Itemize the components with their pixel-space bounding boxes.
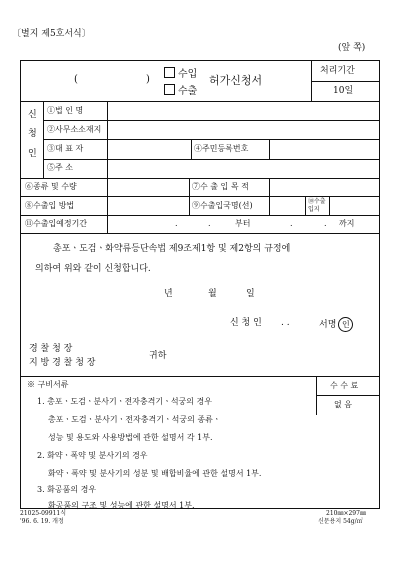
fee-value: 없 음 [334,400,352,409]
period-dot-4: . [324,219,327,228]
field-resident-number: ④주민등록번호 [194,144,249,153]
documents-item-2: 2. 화약ㆍ폭약 및 분사기의 경우 [37,451,148,460]
import-checkbox[interactable] [164,67,175,78]
period-until: 까지 [339,219,355,228]
option-export[interactable] [164,84,197,97]
seal-stamp-icon: 인 [338,317,353,332]
form-title: 허가신청서 [209,74,263,87]
footer-code: 21025-09911식 [20,510,66,517]
documents-item-3-detail: 화공품의 구조 및 성능에 관한 설명서 1부. [48,501,195,510]
date-year-unit: 년 [164,289,173,299]
export-checkbox[interactable] [164,84,175,95]
date-month-unit: 월 [208,289,217,299]
application-form [20,60,380,509]
applicant-signature-label: 신 청 인 [230,318,262,328]
field-period: ⑪수출입예정기간 [25,219,88,228]
documents-item-2-detail: 화약ㆍ폭약 및 분사기의 성분 및 배합비율에 관한 설명서 1부. [48,469,262,478]
documents-item-1: 1. 총포ㆍ도검ㆍ분사기ㆍ전자충격기ㆍ석궁의 경우 [37,397,213,406]
documents-item-1-detail-a: 총포ㆍ도검ㆍ분사기ㆍ전자충격기ㆍ석궁의 종류ㆍ [48,415,221,424]
field-method: ⑧수출입 방법 [25,201,75,210]
field-corporation-name: ①법 인 명 [47,106,84,115]
signature-dots: . . [281,318,290,328]
form-label: 〔별지 제5호서식〕 [12,29,91,39]
date-day-unit: 일 [246,289,255,299]
footer-paper-size: 210㎜×297㎜ [326,510,366,517]
field-office-address: ②사무소소재지 [47,125,102,134]
field-purpose: ⑦수 출 입 목 적 [192,182,249,191]
field-address: ⑤주 소 [47,163,73,172]
recipient-suffix: 귀하 [149,351,167,361]
recipient-commissioner: 경 찰 청 장 [29,344,73,354]
documents-item-3: 3. 화공품의 경우 [37,485,97,494]
period-from: 부터 [235,219,251,228]
field-representative: ③대 표 자 [47,144,84,153]
option-import-label: 수입 [178,69,198,80]
applicant-label-3: 인 [28,149,37,159]
footer-paper-type: 신문용지 54g/㎡ [318,518,363,525]
documents-item-1-detail-b: 성능 및 용도와 사용방법에 관한 설명서 각 1부. [48,433,213,442]
field-port: ⑩수출 입지 [308,198,326,213]
period-dot-2: . [208,219,211,228]
option-import[interactable] [164,67,197,80]
fee-label: 수 수 료 [330,381,359,390]
processing-period-label: 처리기간 [320,66,355,76]
period-dot-1: . [175,219,178,228]
applicant-label-1: 신 [28,110,37,120]
page-side-label: (앞 쪽) [338,43,366,53]
signature-area[interactable] [319,317,353,332]
recipient-provincial-commissioner: 지 방 경 찰 청 장 [29,358,96,368]
processing-period-value: 10일 [333,86,354,96]
field-type-quantity: ⑥종류 및 수량 [25,182,77,191]
sign-label: 서명 [319,320,337,330]
period-dot-3: . [290,219,293,228]
footer-revised: '96. 6. 19. 개정 [20,518,64,525]
statement-line-1: 총포ㆍ도검ㆍ화약류등단속법 제9조제1항 및 제2항의 규정에 [53,244,291,254]
field-country: ⑨수출입국명(선) [192,201,253,210]
title-paren-open: ( [74,74,78,85]
applicant-label-2: 청 [28,129,37,139]
option-export-label: 수출 [178,86,198,97]
documents-header: ※ 구비서류 [27,380,69,389]
statement-line-2: 의하여 위와 같이 신청합니다. [35,264,151,274]
title-paren-close: ) [146,74,150,85]
